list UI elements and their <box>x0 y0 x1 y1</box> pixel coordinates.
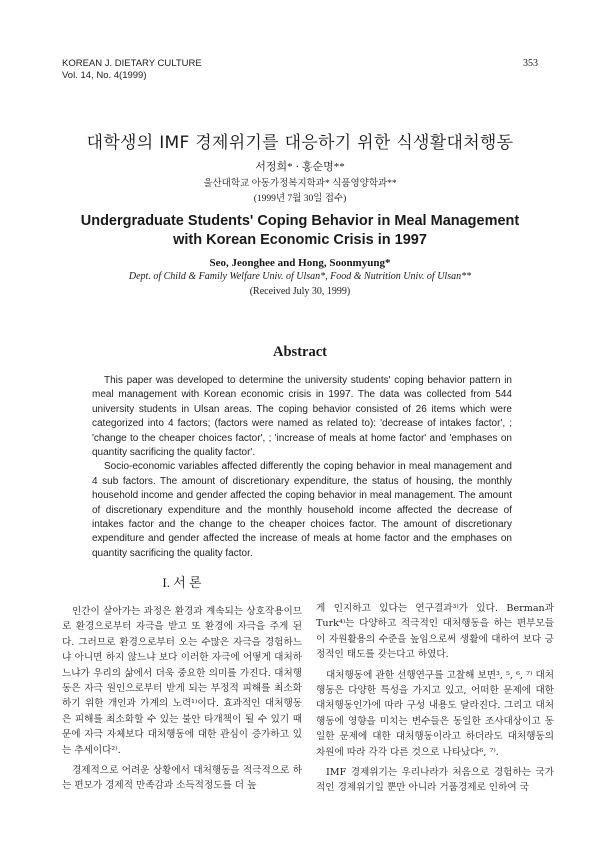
body-paragraph: 경제적으로 어려운 상황에서 대처행동을 적극적으로 하는 편모가 경제적 만족감과 소득적정도를 더 높 <box>62 765 302 792</box>
abstract-body <box>92 374 512 561</box>
english-received-date: (Received July 30, 1999) <box>249 286 351 297</box>
journal-header <box>62 58 202 82</box>
body-paragraph: 게 인지하고 있다는 연구결과³⁾가 있다. Berman과 Turk⁴⁾는 다양하고 적극적인 대처행동을 하는 편부모들이 자원활용의 수준을 높임으로써 생활에 대하여 보다 긍정적인 태도를 갖는다고 하였다. <box>316 603 554 661</box>
english-affiliation: Dept. of Child & Family Welfare Univ. of Ulsan*, Food & Nutrition Univ. of Ulsan** <box>128 271 472 282</box>
section-heading-introduction: I. 서 론 <box>162 575 202 590</box>
body-column-left <box>62 604 302 799</box>
korean-affiliation: 울산대학교 아동가정복지학과* 식품영양학과** <box>203 179 397 189</box>
body-column-right <box>316 601 554 801</box>
korean-authors: 서정희* · 홍순명** <box>255 161 345 173</box>
abstract-paragraph-1: This paper was developed to determine the university students' coping behavior pattern in meal management with Korean economic crisis in 1997. The data was collected from 544 university students in Ulsan areas. The coping behavior consisted of 26 items which were categorized into 4 factors; (factors were named as related to): 'decrease of intakes factor', ; 'change to the cheaper choices factor', ; 'increase of meals at home factor' and 'emphases on quantity sacrificing the quality factor'. <box>92 375 512 459</box>
korean-title: 대학생의 IMF 경제위기를 대응하기 위한 식생활대처행동 <box>86 133 514 153</box>
abstract-paragraph-2: Socio-economic variables affected differently the coping behavior in meal management and 4 sub factors. The amount of discretionary expenditure, the status of housing, the monthly household income and gender affected the coping behavior in meal management. The amount of discretionary expenditure and the monthly household income affected the decrease of intakes factor and the change to the cheaper choices factor. The amount of discretionary expenditure and gender affected the increase of meals at home factor and the emphases on quantity sacrificing the quality factor. <box>92 461 512 559</box>
english-title <box>0 212 600 250</box>
body-paragraph: 대처행동에 관한 선행연구를 고찰해 보면³, ⁵, ⁶, ⁷⁾ 대처행동은 다양한 특성을 가지고 있고, 어떠한 문제에 대한 대처행동인가에 따라 구성 내용도 달라진다. 그리고 대처행동에 영향을 미치는 변수들은 동일한 조사대상이고 동일한 문제에 대한 대처행동이라고 하더라도 대처행동의 차원에 따라 각각 다른 것으로 나타났다⁶, ⁷⁾. <box>316 669 554 758</box>
journal-name: KOREAN J. DIETARY CULTURE <box>62 58 202 69</box>
body-paragraph: 인간이 살아가는 과정은 환경과 계속되는 상호작용이므로 환경으로부터 자극을 받고 또 환경에 자극을 주게 된다. 그러므로 환경으로부터 오는 수많은 자극을 경험하느냐 아니면 하지 않느냐 보다 이러한 자극에 어떻게 대처하느냐가 우리의 삶에서 더욱 중요한 의미를 가진다. 대처행동은 자극 원인으로부터 받게 되는 부정적 피해를 최소화하기 위한 개인과 가계의 노력¹⁾이다. 효과적인 대처행동은 피해를 최소화할 수 있는 불안 타개책이 될 수 있기 때문에 자극 자체보다 대처행동에 대한 관심이 증가하고 있는 추세이다²⁾. <box>62 606 302 756</box>
english-title-line1: Undergraduate Students' Coping Behavior in Meal Management <box>80 213 520 229</box>
english-authors: Seo, Jeonghee and Hong, Soonmyung* <box>209 257 391 269</box>
abstract-heading: Abstract <box>273 344 327 360</box>
korean-received-date: (1999년 7월 30일 접수) <box>253 194 347 204</box>
journal-volume: Vol. 14, No. 4(1999) <box>62 70 147 81</box>
english-title-line2: with Korean Economic Crisis in 1997 <box>173 232 427 248</box>
page-number: 353 <box>523 58 538 69</box>
body-paragraph: IMF 경제위기는 우리나라가 처음으로 경험하는 국가적인 경제위기일 뿐만 아니라 거품경제로 인하여 국 <box>316 767 554 794</box>
